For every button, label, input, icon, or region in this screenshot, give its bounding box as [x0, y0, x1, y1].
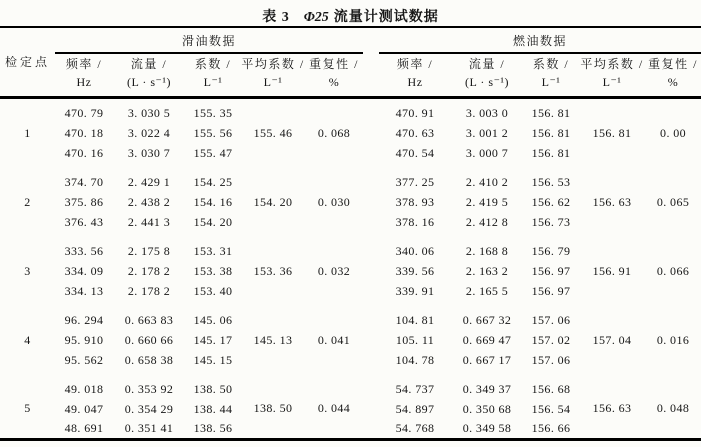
fuel-average-coefficient-cell: 156. 91	[592, 263, 632, 278]
fuel-coefficient-cell: 156. 66	[531, 420, 571, 435]
point-cell: 4	[24, 332, 31, 347]
fuel-coefficient-cell: 156. 81	[531, 125, 571, 140]
fuel-frequency-cell: 54. 897	[395, 401, 435, 416]
fuel-frequency-cell: 340. 06	[395, 243, 435, 258]
lube-frequency-cell: 96. 294	[64, 312, 104, 327]
fuel-flow-cell: 3. 003 0	[465, 105, 509, 120]
section-spacer-cell	[363, 379, 379, 439]
flowmeter-test-data-table	[0, 26, 701, 441]
fuel-flow-cell: 0. 350 68	[462, 401, 512, 416]
lube-flow-cell: 3. 022 4	[127, 125, 171, 140]
lube-coefficient-cell: 155. 35	[193, 105, 233, 120]
lube-coefficient-unit: L⁻¹	[185, 73, 241, 97]
lube-coefficient-cell: 153. 31	[193, 243, 233, 258]
fuel-coefficient-cell: 156. 68	[531, 381, 571, 396]
fuel-average-coefficient-cell: 156. 63	[592, 194, 632, 209]
fuel-coefficient-cell: 156. 81	[531, 105, 571, 120]
flowmeter-model: Φ25	[303, 10, 329, 25]
lube-repeatability-cell: 0. 044	[317, 400, 351, 415]
lube-flow-cell: 2. 429 1	[127, 174, 171, 189]
lube-frequency-header: 频率 /	[65, 57, 103, 71]
lube-average-coefficient-cell: 153. 36	[253, 263, 293, 278]
data-row-point-4	[0, 310, 701, 330]
point-cell: 1	[24, 125, 31, 140]
point-column-header: 检定点	[0, 27, 55, 97]
data-row-point-2	[0, 172, 701, 192]
lube-frequency-cell: 333. 56	[64, 243, 104, 258]
lube-repeatability-cell: 0. 041	[317, 332, 351, 347]
fuel-coefficient-unit: L⁻¹	[523, 73, 579, 97]
fuel-flow-cell: 3. 000 7	[465, 145, 509, 160]
lube-coefficient-cell: 153. 38	[193, 263, 233, 278]
lube-coefficient-cell: 154. 25	[193, 174, 233, 189]
fuel-repeatability-cell: 0. 065	[656, 194, 690, 209]
group-gap-cell	[0, 370, 701, 379]
fuel-average-coefficient-unit: L⁻¹	[579, 73, 645, 97]
lube-frequency-cell: 334. 13	[64, 283, 104, 298]
fuel-repeatability-cell: 0. 00	[660, 125, 687, 140]
fuel-frequency-cell: 104. 81	[395, 312, 435, 327]
fuel-frequency-cell: 54. 768	[395, 420, 435, 435]
lube-flow-cell: 2. 175 8	[127, 243, 171, 258]
lube-frequency-cell: 375. 86	[64, 194, 104, 209]
group-gap-cell	[0, 232, 701, 241]
fuel-coefficient-cell: 156. 97	[531, 283, 571, 298]
lube-flow-cell: 0. 663 83	[124, 312, 174, 327]
lube-frequency-cell: 470. 16	[64, 145, 104, 160]
lube-coefficient-cell: 145. 06	[193, 312, 233, 327]
fuel-coefficient-cell: 156. 54	[531, 401, 571, 416]
column-header-row-units	[0, 73, 701, 97]
section-spacer-cell	[363, 103, 379, 163]
section-spacer-cell	[363, 241, 379, 301]
lube-flow-cell: 0. 353 92	[124, 381, 174, 396]
column-header-row-top	[0, 53, 701, 73]
group-gap	[0, 232, 701, 241]
fuel-repeatability-cell: 0. 066	[656, 263, 690, 278]
fuel-frequency-cell: 378. 16	[395, 214, 435, 229]
fuel-flow-cell: 0. 667 17	[462, 352, 512, 367]
lube-coefficient-header: 系数 /	[194, 57, 232, 71]
data-row-point-1	[0, 103, 701, 123]
lube-frequency-cell: 334. 09	[64, 263, 104, 278]
lube-coefficient-cell: 138. 50	[193, 381, 233, 396]
lube-flow-cell: 0. 658 38	[124, 352, 174, 367]
fuel-frequency-cell: 377. 25	[395, 174, 435, 189]
table-number: 表 3	[262, 10, 290, 25]
lube-flow-cell: 2. 178 2	[127, 283, 171, 298]
fuel-repeatability-unit: %	[645, 73, 701, 97]
fuel-flow-cell: 2. 165 5	[465, 283, 509, 298]
lube-frequency-cell: 470. 18	[64, 125, 104, 140]
fuel-frequency-cell: 470. 91	[395, 105, 435, 120]
section-header-row	[0, 27, 701, 53]
lube-flow-cell: 2. 441 3	[127, 214, 171, 229]
fuel-frequency-cell: 378. 93	[395, 194, 435, 209]
lube-repeatability-cell: 0. 068	[317, 125, 351, 140]
lube-frequency-cell: 470. 79	[64, 105, 104, 120]
fuel-flow-cell: 3. 001 2	[465, 125, 509, 140]
lube-flow-cell: 0. 351 41	[124, 420, 174, 435]
point-cell: 3	[24, 263, 31, 278]
lube-coefficient-cell: 153. 40	[193, 283, 233, 298]
point-cell: 2	[24, 194, 31, 209]
fuel-frequency-cell: 339. 56	[395, 263, 435, 278]
lube-repeatability-cell: 0. 030	[317, 194, 351, 209]
fuel-flow-cell: 2. 168 8	[465, 243, 509, 258]
fuel-flow-cell: 2. 412 8	[465, 214, 509, 229]
lube-repeatability-unit: %	[305, 73, 363, 97]
table-title: 流量计测试数据	[333, 10, 439, 25]
fuel-repeatability-cell: 0. 016	[656, 332, 690, 347]
fuel-flow-cell: 0. 667 32	[462, 312, 512, 327]
table-body	[0, 97, 701, 439]
data-row-point-5	[0, 379, 701, 399]
lube-frequency-cell: 49. 018	[64, 381, 104, 396]
fuel-frequency-header: 频率 /	[396, 57, 434, 71]
fuel-average-coefficient-header: 平均系数 /	[580, 57, 644, 71]
lube-average-coefficient-cell: 138. 50	[253, 400, 293, 415]
lube-frequency-cell: 95. 562	[64, 352, 104, 367]
lube-flow-unit: (L · s⁻¹)	[113, 73, 185, 97]
fuel-coefficient-cell: 156. 73	[531, 214, 571, 229]
section-spacer-cell	[363, 310, 379, 370]
lube-oil-section-header: 滑油数据	[55, 27, 363, 53]
fuel-frequency-cell: 470. 63	[395, 125, 435, 140]
fuel-coefficient-cell: 157. 06	[531, 352, 571, 367]
fuel-frequency-cell: 470. 54	[395, 145, 435, 160]
lube-coefficient-cell: 138. 56	[193, 420, 233, 435]
group-gap-cell	[0, 301, 701, 310]
lube-frequency-cell: 374. 70	[64, 174, 104, 189]
lube-coefficient-cell: 155. 56	[193, 125, 233, 140]
group-gap	[0, 163, 701, 172]
lube-average-coefficient-cell: 154. 20	[253, 194, 293, 209]
group-gap	[0, 301, 701, 310]
fuel-average-coefficient-cell: 156. 81	[592, 125, 632, 140]
lube-frequency-cell: 376. 43	[64, 214, 104, 229]
fuel-average-coefficient-cell: 156. 63	[592, 400, 632, 415]
lube-frequency-cell: 95. 910	[64, 332, 104, 347]
fuel-flow-cell: 2. 419 5	[465, 194, 509, 209]
fuel-coefficient-cell: 156. 81	[531, 145, 571, 160]
lube-coefficient-cell: 155. 47	[193, 145, 233, 160]
fuel-coefficient-cell: 156. 97	[531, 263, 571, 278]
fuel-coefficient-cell: 156. 53	[531, 174, 571, 189]
fuel-repeatability-cell: 0. 048	[656, 400, 690, 415]
fuel-frequency-cell: 104. 78	[395, 352, 435, 367]
lube-flow-cell: 0. 660 66	[124, 332, 174, 347]
lube-coefficient-cell: 154. 20	[193, 214, 233, 229]
fuel-coefficient-cell: 157. 06	[531, 312, 571, 327]
fuel-average-coefficient-cell: 157. 04	[592, 332, 632, 347]
lube-repeatability-cell: 0. 032	[317, 263, 351, 278]
lube-average-coefficient-cell: 145. 13	[253, 332, 293, 347]
fuel-flow-cell: 2. 163 2	[465, 263, 509, 278]
fuel-flow-cell: 2. 410 2	[465, 174, 509, 189]
section-spacer-cell	[363, 172, 379, 232]
lube-average-coefficient-cell: 155. 46	[253, 125, 293, 140]
lube-average-coefficient-unit: L⁻¹	[241, 73, 305, 97]
lube-flow-cell: 3. 030 5	[127, 105, 171, 120]
fuel-coefficient-header: 系数 /	[532, 57, 570, 71]
lube-flow-cell: 2. 438 2	[127, 194, 171, 209]
lube-flow-cell: 3. 030 7	[127, 145, 171, 160]
group-gap-cell	[0, 163, 701, 172]
lube-flow-header: 流量 /	[130, 57, 168, 71]
fuel-flow-header: 流量 /	[468, 57, 506, 71]
lube-frequency-cell: 49. 047	[64, 401, 104, 416]
lube-flow-cell: 0. 354 29	[124, 401, 174, 416]
lube-coefficient-cell: 154. 16	[193, 194, 233, 209]
fuel-repeatability-header: 重复性 /	[648, 57, 698, 71]
fuel-flow-cell: 0. 349 37	[462, 381, 512, 396]
lube-coefficient-cell: 138. 44	[193, 401, 233, 416]
fuel-coefficient-cell: 157. 02	[531, 332, 571, 347]
fuel-coefficient-cell: 156. 79	[531, 243, 571, 258]
lube-average-coefficient-header: 平均系数 /	[241, 57, 305, 71]
fuel-flow-cell: 0. 349 58	[462, 420, 512, 435]
table-header	[0, 27, 701, 97]
section-gap	[363, 27, 379, 97]
group-gap	[0, 370, 701, 379]
fuel-flow-unit: (L · s⁻¹)	[451, 73, 523, 97]
table-caption	[0, 0, 701, 26]
lube-coefficient-cell: 145. 15	[193, 352, 233, 367]
data-row-point-3	[0, 241, 701, 261]
fuel-frequency-cell: 54. 737	[395, 381, 435, 396]
fuel-coefficient-cell: 156. 62	[531, 194, 571, 209]
fuel-frequency-cell: 105. 11	[395, 332, 435, 347]
fuel-flow-cell: 0. 669 47	[462, 332, 512, 347]
fuel-frequency-unit: Hz	[379, 73, 451, 97]
fuel-frequency-cell: 339. 91	[395, 283, 435, 298]
lube-frequency-unit: Hz	[55, 73, 113, 97]
fuel-oil-section-header: 燃油数据	[379, 27, 701, 53]
lube-coefficient-cell: 145. 17	[193, 332, 233, 347]
point-cell: 5	[24, 400, 31, 415]
lube-repeatability-header: 重复性 /	[309, 57, 359, 71]
lube-frequency-cell: 48. 691	[64, 420, 104, 435]
lube-flow-cell: 2. 178 2	[127, 263, 171, 278]
